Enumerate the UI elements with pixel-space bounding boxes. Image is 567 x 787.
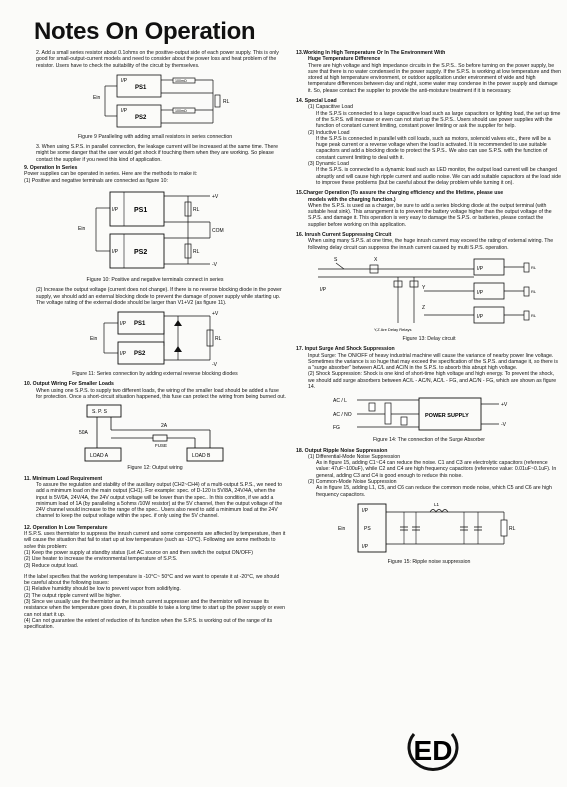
fig12-50a: 50A — [79, 430, 88, 437]
section-16-body: When using many S.P.S. at one time, the huge inrush current may exceed the rating of external wiring. The following delay circuit can suppress the inrush current caused by multi S.P.S. operation. — [308, 238, 554, 251]
figure-15-diagram — [334, 500, 524, 558]
fig9-ip-1: I/P — [121, 77, 128, 84]
section-11-body: To assure the regulation and stability of the auxiliary output (CH2~CH4) of a multi-output S.P.S., we need to add a minimum load on the main output (CH1). For example: spec. of D-120 is 5V/8A, 24V/4A, when the input is 5V/0A, 24V/4A, the 24V output voltage will be lower than the spec.. In this condition, if we add a minimum load of 1A (by paralleling a 5ohms /10W resistor) at the 5V channel, then the output voltage of the 24V channel would increase to the range of the spec.. Users also need to add a minimum load at the 24V channel to keep the output voltage within the spec. if only using the 5V channel. — [36, 481, 283, 520]
section-12-list2-1: (1) Relative humidity should be low to prevent vapor from solidifying. — [24, 586, 181, 593]
figure-11-diagram — [70, 308, 240, 370]
fig11-minusv: -V — [212, 362, 217, 369]
section-9-intro: Power supplies can be operated in series. Here are the methods to make it: — [24, 171, 198, 178]
fig13-z: Z — [422, 304, 426, 311]
section-17-item-1: Input Surge: The ON/OFF of heavy industrial machine will cause the variance of nearby power line voltage. Sometimes the variance is so huge that may exceed the specification of the S.P.S. and damage it, so there is a "surge absorber" between AC/L and AC/N in the S.P.S. to absorb this abrupt high voltage. — [308, 352, 558, 372]
fig9-rl: RL — [223, 98, 230, 105]
company-logo — [398, 724, 468, 774]
fig15-ein: Ein — [338, 525, 346, 532]
fig13-ip: I/P — [320, 286, 327, 293]
fig13-y: Y — [422, 284, 426, 291]
page-title: Notes On Operation — [34, 18, 256, 45]
section-12-body-2: If the label specifies that the working temperature is -10°C~ 50°C and we want to operate it at -20°C, we should be careful about the following issues: — [24, 573, 280, 587]
section-17-title: 17. Input Surge And Shock Suppression — [296, 346, 395, 353]
section-14-title: 14. Special Load — [296, 98, 337, 105]
fig15-ip-2: I/P — [362, 543, 369, 550]
fig13-delay-note: Y,Z Are Delay Relays — [374, 326, 412, 332]
item-2: 2. Add a small series resistor about 0.1ohms on the positive-output side of each power supply. This is only good for small-output-current models and need to consider about the power loss and heat problem of the resistor. Users have to check the suitability of the circuit by themselves. — [36, 50, 279, 69]
fig15-rl: RL — [509, 525, 516, 532]
fig14-acl: AC / L — [333, 398, 347, 405]
figure-15-caption: Figure 15: Ripple noise suppression — [387, 558, 471, 565]
fig10-minusv: -V — [212, 261, 217, 268]
figure-13-diagram — [314, 253, 544, 335]
fig9-r-2: 100mΩ — [175, 108, 187, 113]
figure-14 — [329, 392, 529, 436]
fig10-rl-1: RL — [193, 206, 200, 213]
fig14-power-supply: POWER SUPPLY — [425, 413, 469, 420]
fig11-rl: RL — [215, 336, 222, 343]
fig9-ps1: PS1 — [135, 84, 147, 91]
section-10-body: When using one S.P.S. to supply two different loads, the wiring of the smaller load should be added a fuse for protection. Once a short-circuit situation happened, this fuse can protect the wiring from being burned out. — [36, 387, 287, 401]
fig11-ps2: PS2 — [134, 351, 146, 358]
fig12-fuse: FUSE — [155, 443, 168, 449]
section-15-title: 15.Charger Operation (To assure the charging efficiency and the lifetime, please use — [296, 190, 504, 197]
figure-15 — [334, 500, 524, 558]
fig13-ip-1: I/P — [477, 265, 484, 272]
fig10-ps2: PS2 — [134, 248, 148, 256]
section-18-title: 18. Output Ripple Noise Suppression — [296, 447, 388, 454]
fig12-2a: 2A — [161, 423, 168, 430]
section-15-title-2: models with the charging function.) — [308, 196, 396, 203]
section-9-item-2: (2) Increase the output voltage (current does not change). If there is no reverse blocking diode in the power supply, we should add an external blocking diode to prevent the damage of power supply while starting up. The voltage rating of the external diode should be larger than V1+V2 (as figure 11). — [36, 287, 282, 306]
figure-9 — [65, 71, 245, 133]
fig15-l1: L1 — [434, 501, 440, 507]
section-12-list-3: (3) Reduce output load. — [24, 562, 79, 569]
fig14-plusv: +V — [501, 402, 508, 409]
section-15-body: When the S.P.S. is used as a charger, be sure to add a series blocking diode at the output terminal (with suitable heat sink). This arrangement is to prevent the battery voltage higher than the output voltage of the S.P.S. and damage it. This operation is very easy to damage the S.P.S. or batteries, please contact the supplier before working on this application. — [308, 202, 552, 228]
fig11-ip-2: I/P — [120, 351, 127, 358]
section-14-item-3-body: If the S.P.S. is connected to a dynamic load such as LED monitor, the output load current will be changed abruptly and will cause high ripple current and audio noise. We can add suitable capacitors at the load side to improve these problems (but be careful about the delay problem while turning it on). — [316, 167, 562, 186]
fig12-sps: S. P. S — [92, 409, 107, 416]
right-column — [296, 50, 562, 569]
fig12-load-b: LOAD B — [192, 453, 211, 460]
section-18-item-2: (2) Common-Mode Noise Suppression — [308, 479, 397, 486]
fig13-ip-2: I/P — [477, 289, 484, 296]
figure-9-diagram — [65, 71, 245, 133]
section-12-list2-3: (3) Since we usually use the thermistor as the inrush current suppresser and the thermistor will increase its resistance when the temperature goes down, it is possible to take a long time to start up the power supply or even can not start it up. — [24, 598, 285, 618]
fig13-ip-3: I/P — [477, 313, 484, 320]
section-12-list2-4: (4) Can not guarantee the extent of reduction of its function when the S.P.S. is working out of the range of its specification. — [24, 617, 273, 631]
figure-12-caption: Figure 12: Output wiring — [127, 465, 183, 472]
figure-11 — [70, 308, 240, 370]
fig13-rl-3: RL — [531, 312, 537, 318]
fig10-ip-1: I/P — [112, 206, 119, 213]
section-12-list-2: (2) Use heater to increase the environmental temperature of S.P.S. — [24, 556, 178, 563]
figure-13 — [314, 253, 544, 335]
fig11-ein: Ein — [90, 336, 98, 343]
logo-text: ED — [413, 735, 453, 766]
section-9-item-1: (1) Positive and negative terminals are connected as figure 10: — [24, 177, 168, 184]
figure-12 — [75, 402, 235, 464]
figure-12-diagram — [75, 402, 235, 464]
section-13-title: 13.Working In High Temperature Or In The Environment With — [296, 50, 446, 56]
section-12-body: If S.P.S. uses thermistor to suppress the inrush current and some components are affected by temperature, then it will cause the situation that fail to start up at low temperature (such as -10°C). Following are some methods to solve this problem: — [24, 531, 286, 550]
section-12-list2-2: (2) The output ripple current will be higher. — [24, 592, 122, 599]
item-3: 3. When using S.P.S. in parallel connection, the leakage current will be increased at the same time. There might be some danger that the user would get shock if touching them when they are working. So please contact the supplier if you need this kind of application. — [36, 144, 279, 163]
figure-9-caption: Figure 9 Paralleling with adding small resistors in series connection — [77, 133, 233, 140]
section-13-title-2: Huge Temperature Difference — [308, 56, 381, 63]
fig9-r-1: 100mΩ — [175, 78, 187, 83]
fig11-ip-1: I/P — [120, 321, 127, 328]
fig9-ip-2: I/P — [121, 107, 128, 114]
figure-14-caption: Figure 14: The connection of the Surge Absorber — [372, 437, 486, 444]
section-14-item-1-body: If the S.P.S is connected to a large capacitive load such as large capacitors or lighting load, the set up time of the S.P.S. will increase or even can not start up the S.P.S.. Users should use power supplies with the function of constant current limiting, constant power limiting or ask the supplier for help. — [316, 110, 561, 130]
fig15-ip-1: I/P — [362, 507, 369, 514]
left-column — [24, 50, 286, 630]
section-18-item-1: (1) Differential-Mode Noise Suppression — [308, 453, 401, 460]
section-14-item-2-body: If the S.P.S is connected in parallel with coil loads, such as motors, solenoid valves etc., there will be a huge peak current or a reverse voltage when the load is activated. It is recommended to use suitable capacitors and add a blocking diode to protect the S.P.S.. We also can use S.P.S. with the function of constant current limiting to deal with it. — [316, 135, 551, 161]
fig13-x: X — [374, 256, 378, 263]
section-18-item-2-body: As in figure 15, adding L1, C5, and C6 can reduce the common mode noise, which C5 and C6 are high frequency capacitors. — [316, 485, 552, 498]
section-14-item-3: (3) Dynamic Load — [308, 161, 349, 168]
fig13-rl-1: RL — [531, 264, 537, 270]
figure-11-caption: Figure 11: Series connection by adding external reverse blocking diodes — [72, 371, 238, 378]
section-17-item-2: (2) Shock Suppression: Shock is one kind of short-time high voltage and high energy. To prevent the shock, we should add surge absorbers between AC/L - AC/N, AC/L - FG, and AC/N - FG, which are shown as figure 14. — [308, 371, 557, 390]
section-9-title: 9. Operation In Series — [24, 165, 78, 172]
fig14-minusv: -V — [501, 422, 506, 429]
section-14-item-1: (1) Capacitive Load — [308, 104, 353, 111]
figure-10 — [60, 186, 250, 276]
section-18-item-1-body: As in figure 15, adding C1~C4 can reduce the noise. C1 and C3 are electrolytic capacitors (reference value: 47uF~100uF), while C2 and C4 are high frequency capacitors (reference value: 0.01uF~0.1uF). In general, adding C3 and C4 is good enough to reduce this noise. — [316, 460, 557, 479]
fig13-rl-2: RL — [531, 288, 537, 294]
figure-10-diagram — [60, 186, 250, 276]
figure-13-caption: Figure 13: Delay circuit — [402, 335, 456, 342]
section-12-list-1: (1) Keep the power supply at standby status (Let AC source on and then switch the output ON/OFF) — [24, 549, 253, 556]
fig9-ps2: PS2 — [135, 114, 147, 121]
figure-14-diagram — [329, 392, 529, 436]
fig14-acn: AC / NO — [333, 412, 352, 419]
section-14-item-2: (2) Inductive Load — [308, 129, 350, 136]
fig10-com: COM — [212, 227, 224, 234]
fig11-plusv: +V — [212, 311, 219, 318]
fig15-ps: PS — [364, 525, 371, 532]
section-16-title: 16. Inrush Current Suppressing Circuit — [296, 232, 392, 239]
fig10-rl-2: RL — [193, 248, 200, 255]
fig10-plusv: +V — [212, 193, 219, 200]
figure-10-caption: Figure 10: Positive and negative terminals connect in series — [86, 276, 224, 283]
fig10-ip-2: I/P — [112, 248, 119, 255]
section-13-body: There are high voltage and high impedance circuits in the S.P.S.. So before turning on the power supply, be sure that there is no water condensed in the power supply. If the S.P.S. is working at low temperature and then stored at high temperature environment, or outdoor application under environment of wide and high temperature differences between day and night, some water may condense in the power supply and damage it. So, please contact the supplier to provide the anti-moisture treatment if it is necessary. — [308, 62, 561, 94]
section-12-title: 12. Operation In Low Temperature — [24, 524, 108, 531]
ed-logo-icon — [398, 724, 468, 774]
fig10-ein: Ein — [78, 225, 86, 232]
fig12-load-a: LOAD A — [90, 453, 109, 460]
section-11-title: 11. Minimum Load Requirement — [24, 475, 103, 482]
fig13-s: S — [334, 256, 338, 263]
fig10-ps1: PS1 — [134, 206, 148, 214]
fig9-ein: Ein — [93, 94, 101, 101]
fig14-fg: FG — [333, 425, 340, 432]
section-10-title: 10. Output Wiring For Smaller Loads — [24, 381, 114, 388]
fig11-ps1: PS1 — [134, 321, 146, 328]
